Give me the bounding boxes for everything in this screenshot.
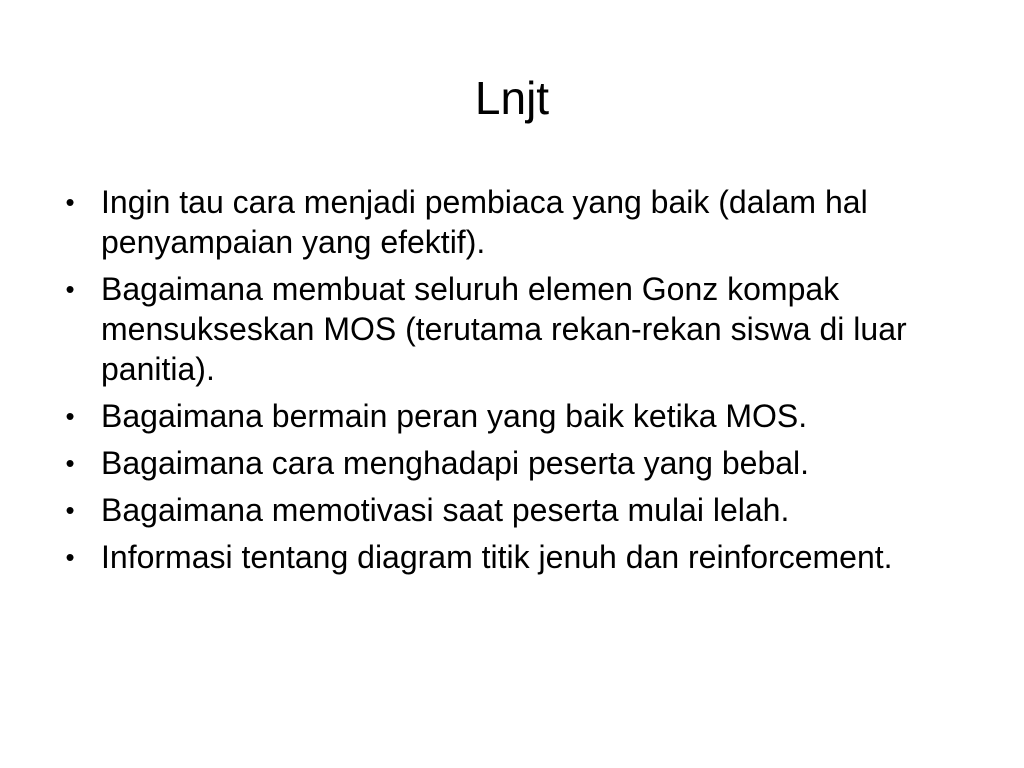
bullet-item [60,269,960,389]
bullet-icon: • [65,274,75,304]
bullet-icon: • [65,495,75,525]
bullet-item [60,537,960,577]
slide-title: Lnjt [474,72,550,124]
bullet-icon: • [65,187,75,217]
bullet-item [60,490,960,530]
bullet-text: Bagaimana memotivasi saat peserta mulai lelah. [101,492,790,528]
bullet-icon: • [65,401,75,431]
bullet-item [60,396,960,436]
bullet-list [60,182,960,584]
bullet-item [60,443,960,483]
bullet-text: Bagaimana cara menghadapi peserta yang bebal. [101,445,810,481]
bullet-item [60,182,960,262]
bullet-icon: • [65,448,75,478]
bullet-text: Bagaimana membuat seluruh elemen Gonz kompak mensukseskan MOS (terutama rekan-rekan siswa di luar panitia). [101,271,907,387]
bullet-text: Ingin tau cara menjadi pembiaca yang baik (dalam hal penyampaian yang efektif). [101,184,868,260]
bullet-icon: • [65,542,75,572]
bullet-text: Informasi tentang diagram titik jenuh dan reinforcement. [101,539,893,575]
bullet-text: Bagaimana bermain peran yang baik ketika MOS. [101,398,808,434]
